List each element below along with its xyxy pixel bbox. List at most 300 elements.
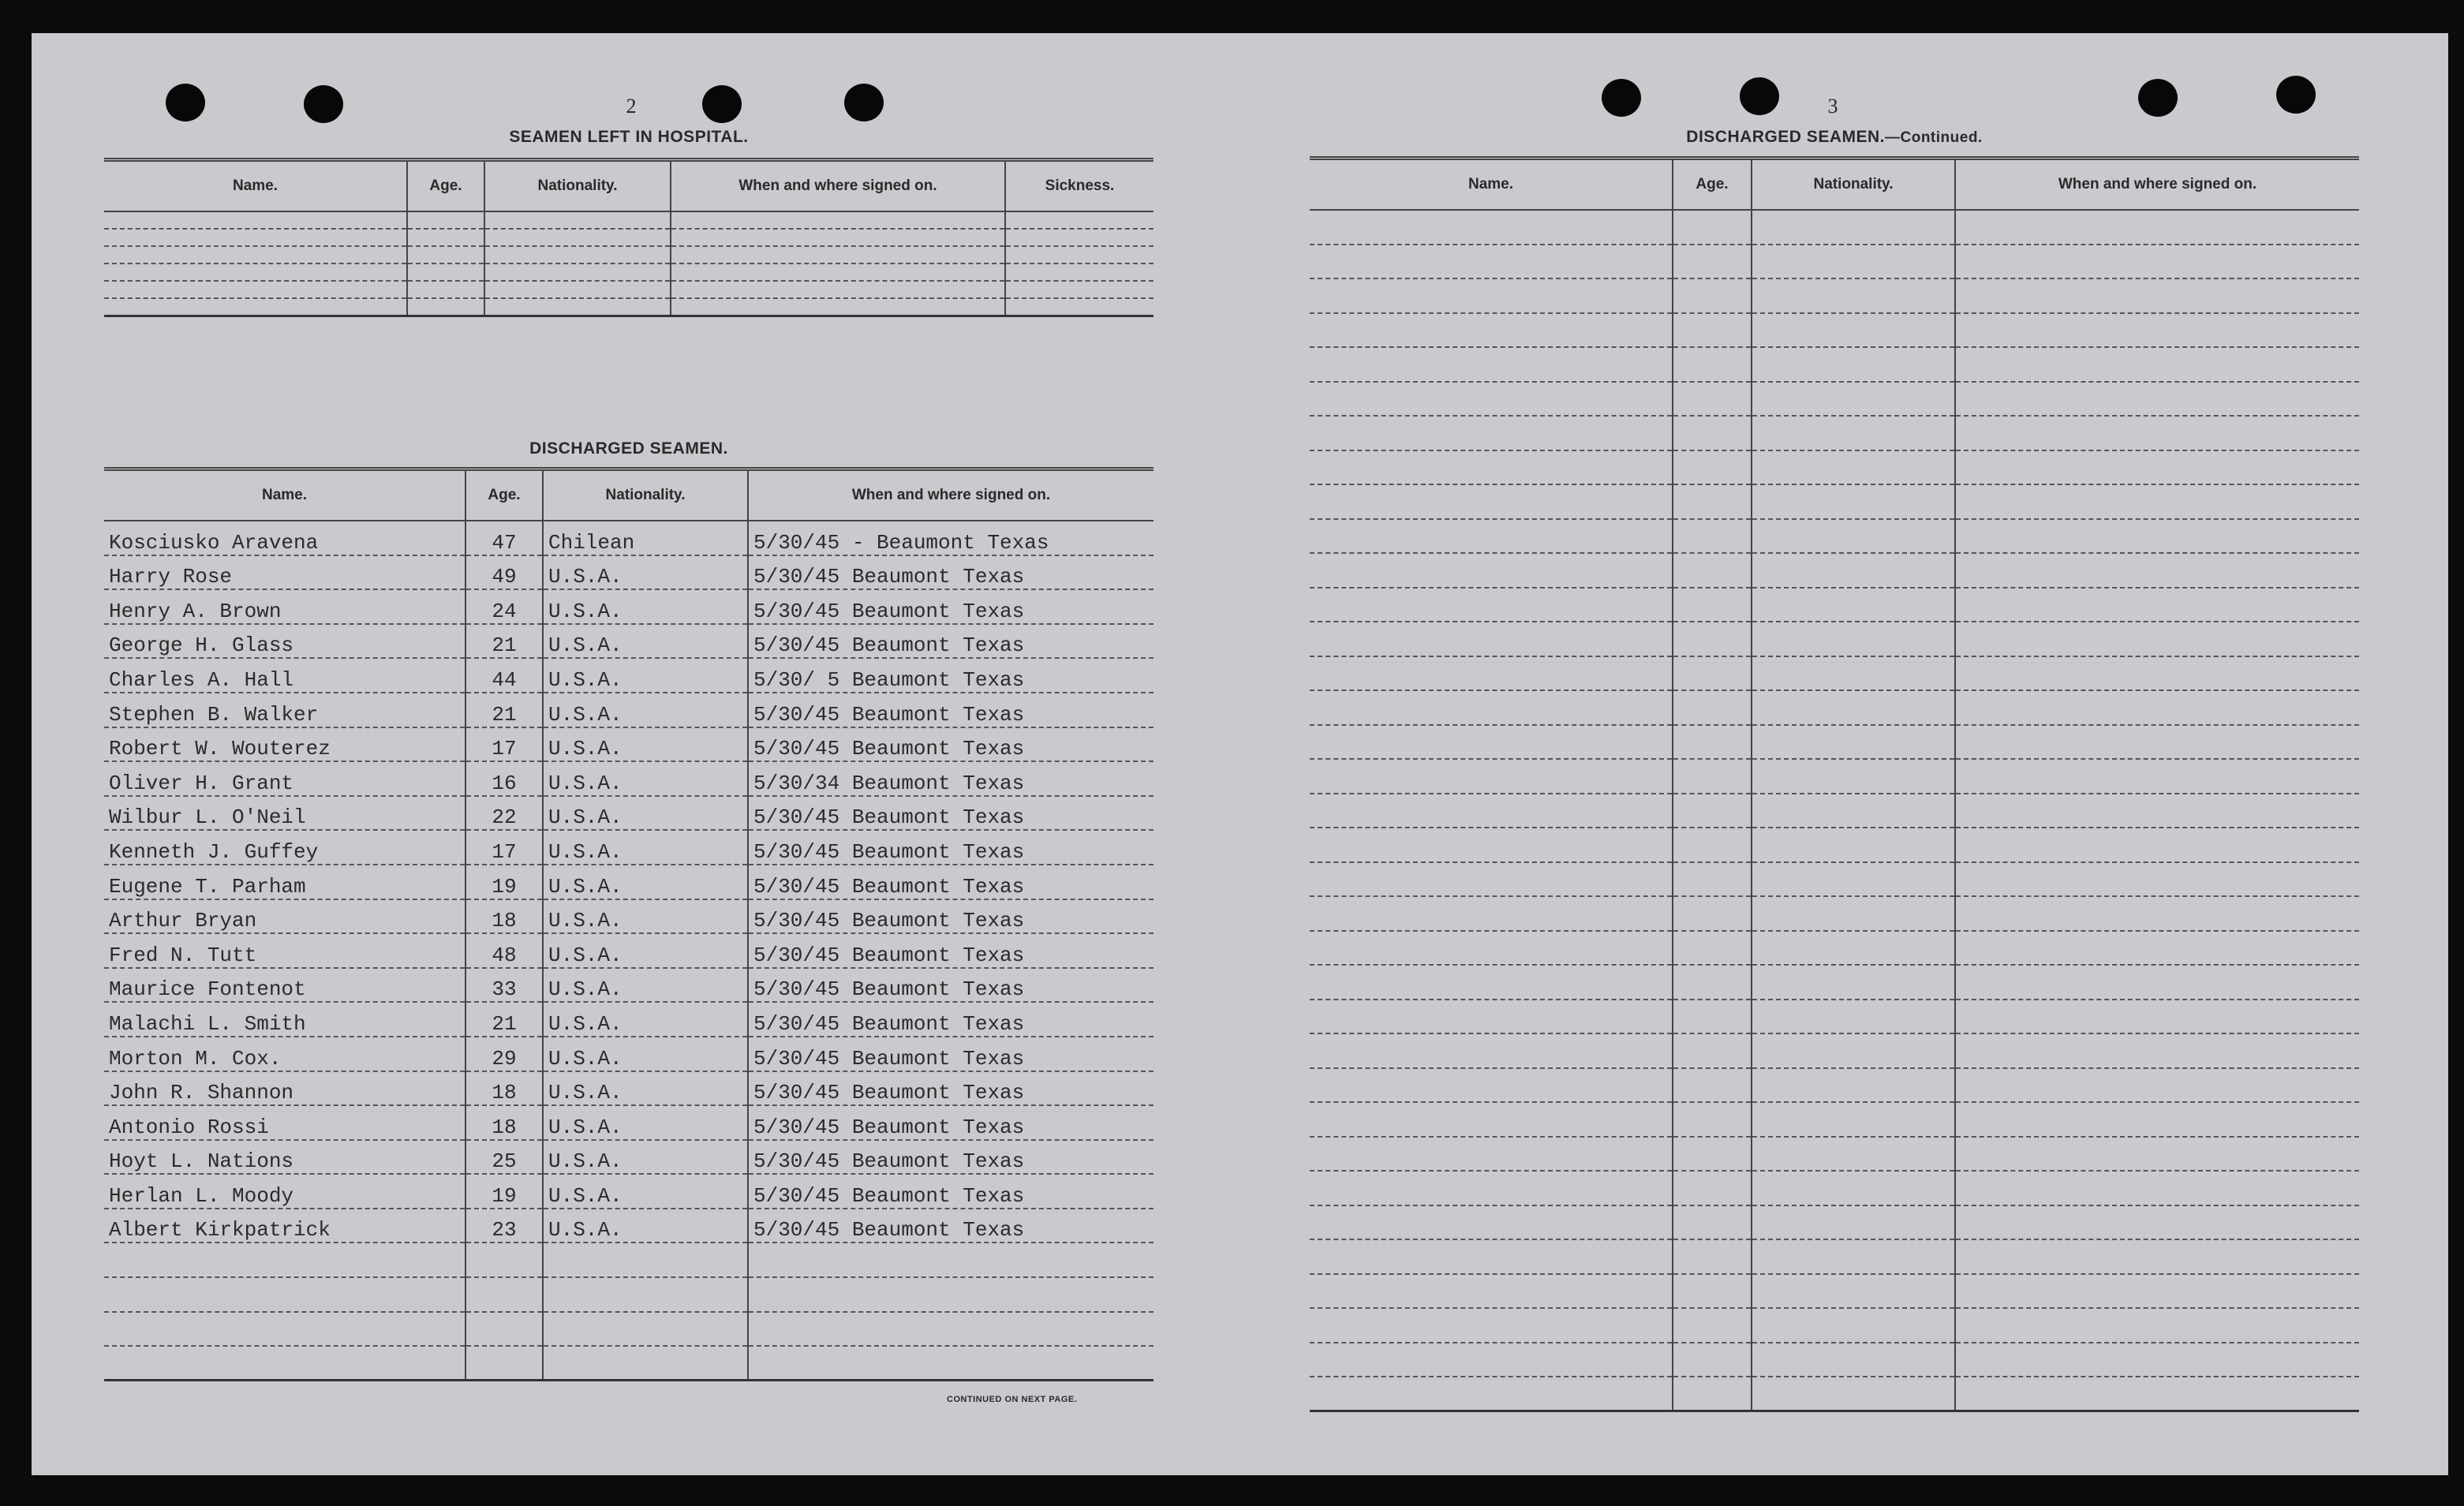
- punch-hole: [844, 84, 884, 121]
- hospital-section-title: SEAMEN LEFT IN HOSPITAL.: [509, 128, 749, 146]
- cell-when-where: [1955, 1137, 2359, 1172]
- cell-when-where: [1955, 313, 2359, 348]
- table-row: [1310, 1308, 2359, 1343]
- cell-nationality: [1752, 965, 1955, 1000]
- table-row: [1310, 450, 2359, 485]
- cell-age: [1673, 1068, 1752, 1103]
- cell-nationality: [543, 1346, 748, 1381]
- table-row: [1310, 210, 2359, 245]
- cell-name: [1310, 382, 1673, 417]
- cell-name: [104, 1243, 466, 1277]
- cell-when-where: 5/30/45 Beaumont Texas: [748, 933, 1153, 968]
- cell-age: [1673, 1377, 1752, 1411]
- table-row: [1310, 794, 2359, 828]
- title-main: DISCHARGED SEAMEN.: [1686, 128, 1885, 146]
- cell-name: [1310, 450, 1673, 485]
- cell-age: [1673, 416, 1752, 450]
- cell-name: [1310, 725, 1673, 760]
- cell-age: 18: [466, 1071, 543, 1106]
- table-row: [104, 1312, 1153, 1347]
- header-when-where: When and where signed on.: [671, 160, 1005, 212]
- cell-when-where: [1955, 1033, 2359, 1068]
- cell-age: 21: [466, 693, 543, 727]
- cell-nationality: [1752, 1000, 1955, 1034]
- discharged-continued-table: [1310, 156, 2359, 1412]
- cell-name: [1310, 1068, 1673, 1103]
- cell-when-where: 5/30/45 Beaumont Texas: [748, 555, 1153, 590]
- cell-name: [1310, 278, 1673, 313]
- table-row: [1310, 313, 2359, 348]
- table-row: [1310, 965, 2359, 1000]
- cell-age: 44: [466, 658, 543, 693]
- cell-when-where: 5/30/45 Beaumont Texas: [748, 968, 1153, 1003]
- header-age: Age.: [1673, 159, 1752, 211]
- cell-when-where: [1955, 1377, 2359, 1411]
- cell-nationality: [1752, 245, 1955, 279]
- cell-nationality: [1752, 1171, 1955, 1205]
- document-sheet: [32, 33, 2448, 1475]
- cell-nationality: [1752, 794, 1955, 828]
- cell-when-where: [748, 1346, 1153, 1381]
- table-row: [1310, 862, 2359, 897]
- cell-when-where: [1955, 622, 2359, 656]
- cell-name: [1310, 794, 1673, 828]
- cell-name: [104, 298, 407, 316]
- cell-name: [1310, 519, 1673, 554]
- cell-when-where: [1955, 1000, 2359, 1034]
- cell-name: [1310, 484, 1673, 519]
- cell-nationality: [1752, 1343, 1955, 1377]
- cell-when-where: 5/30/45 Beaumont Texas: [748, 1105, 1153, 1140]
- cell-name: Albert Kirkpatrick: [104, 1209, 466, 1243]
- table-row: [104, 298, 1153, 316]
- cell-age: [466, 1277, 543, 1312]
- cell-when-where: [1955, 794, 2359, 828]
- table-row: [1310, 931, 2359, 966]
- cell-when-where: [1955, 347, 2359, 382]
- cell-nationality: U.S.A.: [543, 1105, 748, 1140]
- table-row: [1310, 1377, 2359, 1411]
- table-row: [104, 281, 1153, 298]
- cell-age: 23: [466, 1209, 543, 1243]
- cell-when-where: [1955, 1102, 2359, 1137]
- cell-age: 19: [466, 865, 543, 899]
- cell-name: [104, 246, 407, 263]
- cell-age: 24: [466, 589, 543, 624]
- header-name: Name.: [1310, 159, 1673, 211]
- cell-name: [1310, 1102, 1673, 1137]
- cell-name: John R. Shannon: [104, 1071, 466, 1106]
- cell-when-where: [1955, 450, 2359, 485]
- cell-nationality: [1752, 210, 1955, 245]
- table-row: [104, 761, 1153, 796]
- cell-age: [1673, 1239, 1752, 1274]
- cell-nationality: U.S.A.: [543, 865, 748, 899]
- cell-when-where: 5/30/45 Beaumont Texas: [748, 1002, 1153, 1037]
- cell-sickness: [1005, 298, 1153, 316]
- cell-age: [1673, 450, 1752, 485]
- cell-name: Robert W. Wouterez: [104, 727, 466, 762]
- cell-nationality: [1752, 1274, 1955, 1309]
- cell-nationality: [1752, 862, 1955, 897]
- cell-when-where: 5/30/45 - Beaumont Texas: [748, 521, 1153, 555]
- cell-when-where: 5/30/45 Beaumont Texas: [748, 1209, 1153, 1243]
- table-row: [104, 1002, 1153, 1037]
- table-row: [1310, 1239, 2359, 1274]
- discharged-section-title: DISCHARGED SEAMEN.: [529, 439, 728, 458]
- cell-when-where: [748, 1243, 1153, 1277]
- cell-age: [1673, 828, 1752, 862]
- cell-when-where: 5/30/45 Beaumont Texas: [748, 727, 1153, 762]
- cell-name: [104, 211, 407, 229]
- table-row: [1310, 759, 2359, 794]
- cell-name: Morton M. Cox.: [104, 1037, 466, 1071]
- cell-nationality: [1752, 484, 1955, 519]
- header-name: Name.: [104, 160, 407, 212]
- table-row: [104, 246, 1153, 263]
- table-row: [1310, 1274, 2359, 1309]
- header-name: Name.: [104, 469, 466, 521]
- cell-name: Wilbur L. O'Neil: [104, 796, 466, 831]
- cell-age: [1673, 382, 1752, 417]
- cell-when-where: 5/30/45 Beaumont Texas: [748, 865, 1153, 899]
- cell-when-where: [1955, 725, 2359, 760]
- header-nationality: Nationality.: [543, 469, 748, 521]
- cell-sickness: [1005, 211, 1153, 229]
- table-row: [104, 1209, 1153, 1243]
- cell-age: [1673, 1205, 1752, 1240]
- cell-age: [1673, 1000, 1752, 1034]
- header-age: Age.: [407, 160, 484, 212]
- cell-when-where: [1955, 519, 2359, 554]
- cell-nationality: U.S.A.: [543, 624, 748, 659]
- cell-when-where: [1955, 278, 2359, 313]
- cell-name: [104, 281, 407, 298]
- hospital-table: [104, 158, 1153, 317]
- cell-nationality: [484, 246, 671, 263]
- cell-name: [1310, 1239, 1673, 1274]
- cell-age: [1673, 1137, 1752, 1172]
- table-row: [104, 555, 1153, 590]
- cell-nationality: [1752, 450, 1955, 485]
- cell-age: [1673, 519, 1752, 554]
- cell-name: [104, 1312, 466, 1347]
- cell-when-where: 5/30/45 Beaumont Texas: [748, 693, 1153, 727]
- header-sickness: Sickness.: [1005, 160, 1153, 212]
- cell-when-where: [1955, 862, 2359, 897]
- cell-nationality: U.S.A.: [543, 761, 748, 796]
- cell-age: [1673, 896, 1752, 931]
- table-row: [1310, 622, 2359, 656]
- cell-when-where: [1955, 1239, 2359, 1274]
- cell-nationality: [1752, 347, 1955, 382]
- header-nationality: Nationality.: [1752, 159, 1955, 211]
- cell-age: [1673, 690, 1752, 725]
- cell-nationality: U.S.A.: [543, 968, 748, 1003]
- table-row: [1310, 245, 2359, 279]
- cell-age: [1673, 931, 1752, 966]
- table-row: [1310, 553, 2359, 588]
- cell-when-where: [1955, 1274, 2359, 1309]
- cell-age: 48: [466, 933, 543, 968]
- cell-when-where: 5/30/45 Beaumont Texas: [748, 589, 1153, 624]
- table-row: [1310, 588, 2359, 622]
- cell-nationality: U.S.A.: [543, 727, 748, 762]
- cell-when-where: 5/30/45 Beaumont Texas: [748, 1071, 1153, 1106]
- cell-nationality: [1752, 1102, 1955, 1137]
- cell-name: Antonio Rossi: [104, 1105, 466, 1140]
- cell-nationality: [1752, 278, 1955, 313]
- table-row: [104, 968, 1153, 1003]
- cell-nationality: U.S.A.: [543, 933, 748, 968]
- cell-age: [407, 229, 484, 246]
- table-row: [1310, 416, 2359, 450]
- cell-when-where: [671, 246, 1005, 263]
- cell-name: [1310, 588, 1673, 622]
- table-row: [1310, 278, 2359, 313]
- table-row: [104, 1071, 1153, 1106]
- punch-hole: [166, 84, 205, 121]
- cell-nationality: [484, 281, 671, 298]
- cell-when-where: 5/30/45 Beaumont Texas: [748, 796, 1153, 831]
- cell-when-where: [1955, 1205, 2359, 1240]
- cell-age: [1673, 1102, 1752, 1137]
- cell-nationality: [484, 298, 671, 316]
- cell-age: [1673, 1343, 1752, 1377]
- cell-when-where: [671, 281, 1005, 298]
- table-row: [104, 211, 1153, 229]
- table-row: [1310, 1000, 2359, 1034]
- cell-name: [1310, 313, 1673, 348]
- cell-name: Malachi L. Smith: [104, 1002, 466, 1037]
- table-row: [1310, 1033, 2359, 1068]
- cell-age: 19: [466, 1174, 543, 1209]
- cell-name: Harry Rose: [104, 555, 466, 590]
- cell-age: [1673, 347, 1752, 382]
- table-row: [104, 624, 1153, 659]
- table-row: [1310, 828, 2359, 862]
- cell-nationality: [1752, 1205, 1955, 1240]
- table-row: [104, 933, 1153, 968]
- cell-name: [1310, 210, 1673, 245]
- header-age: Age.: [466, 469, 543, 521]
- page-number-right: 3: [1827, 95, 1838, 118]
- cell-nationality: [543, 1243, 748, 1277]
- cell-age: 17: [466, 727, 543, 762]
- cell-age: 29: [466, 1037, 543, 1071]
- cell-sickness: [1005, 281, 1153, 298]
- table-row: [104, 1105, 1153, 1140]
- table-row: [1310, 382, 2359, 417]
- cell-name: [1310, 896, 1673, 931]
- cell-nationality: [484, 263, 671, 281]
- cell-sickness: [1005, 263, 1153, 281]
- cell-age: [1673, 862, 1752, 897]
- punch-hole: [2138, 79, 2178, 117]
- cell-nationality: U.S.A.: [543, 589, 748, 624]
- table-row: [1310, 519, 2359, 554]
- cell-when-where: [1955, 553, 2359, 588]
- table-row: [104, 1037, 1153, 1071]
- table-row: [1310, 484, 2359, 519]
- cell-nationality: [1752, 759, 1955, 794]
- cell-name: [1310, 1377, 1673, 1411]
- cell-nationality: [484, 229, 671, 246]
- cell-name: [104, 229, 407, 246]
- cell-age: [1673, 553, 1752, 588]
- cell-age: [407, 298, 484, 316]
- cell-age: [1673, 210, 1752, 245]
- cell-age: 21: [466, 1002, 543, 1037]
- cell-when-where: [748, 1312, 1153, 1347]
- cell-when-where: [1955, 690, 2359, 725]
- cell-when-where: [1955, 656, 2359, 691]
- cell-sickness: [1005, 246, 1153, 263]
- cell-name: Stephen B. Walker: [104, 693, 466, 727]
- table-row: [104, 693, 1153, 727]
- cell-nationality: U.S.A.: [543, 1037, 748, 1071]
- cell-nationality: Chilean: [543, 521, 748, 555]
- cell-name: [1310, 690, 1673, 725]
- cell-age: [407, 263, 484, 281]
- cell-sickness: [1005, 229, 1153, 246]
- cell-when-where: [1955, 965, 2359, 1000]
- cell-when-where: 5/30/45 Beaumont Texas: [748, 1037, 1153, 1071]
- table-row: [104, 1346, 1153, 1381]
- cell-age: 18: [466, 1105, 543, 1140]
- cell-nationality: [1752, 588, 1955, 622]
- cell-name: [1310, 1343, 1673, 1377]
- title-continued: —Continued.: [1885, 129, 1983, 146]
- cell-name: [1310, 862, 1673, 897]
- table-row: [104, 1277, 1153, 1312]
- cell-when-where: [1955, 828, 2359, 862]
- header-nationality: Nationality.: [484, 160, 671, 212]
- cell-when-where: [748, 1277, 1153, 1312]
- cell-when-where: 5/30/45 Beaumont Texas: [748, 1140, 1153, 1175]
- cell-age: [1673, 759, 1752, 794]
- cell-name: Eugene T. Parham: [104, 865, 466, 899]
- cell-age: 16: [466, 761, 543, 796]
- cell-nationality: [1752, 690, 1955, 725]
- cell-name: [1310, 347, 1673, 382]
- table-row: [1310, 656, 2359, 691]
- cell-when-where: [1955, 382, 2359, 417]
- cell-nationality: [1752, 416, 1955, 450]
- table-row: [104, 796, 1153, 831]
- cell-nationality: [1752, 828, 1955, 862]
- table-row: [1310, 347, 2359, 382]
- cell-nationality: [543, 1312, 748, 1347]
- table-row: [104, 521, 1153, 555]
- cell-when-where: [671, 211, 1005, 229]
- cell-age: 18: [466, 899, 543, 934]
- header-when-where: When and where signed on.: [1955, 159, 2359, 211]
- cell-name: Herlan L. Moody: [104, 1174, 466, 1209]
- cell-nationality: U.S.A.: [543, 1140, 748, 1175]
- cell-when-where: 5/30/45 Beaumont Texas: [748, 899, 1153, 934]
- cell-nationality: [1752, 382, 1955, 417]
- cell-when-where: [1955, 245, 2359, 279]
- cell-nationality: U.S.A.: [543, 1071, 748, 1106]
- cell-age: [466, 1312, 543, 1347]
- cell-when-where: [1955, 416, 2359, 450]
- cell-name: George H. Glass: [104, 624, 466, 659]
- cell-age: [407, 246, 484, 263]
- cell-when-where: [671, 298, 1005, 316]
- table-row: [1310, 1068, 2359, 1103]
- cell-when-where: [1955, 896, 2359, 931]
- cell-nationality: [1752, 725, 1955, 760]
- cell-age: [1673, 656, 1752, 691]
- cell-when-where: 5/30/45 Beaumont Texas: [748, 624, 1153, 659]
- table-row: [1310, 896, 2359, 931]
- cell-name: [1310, 1274, 1673, 1309]
- cell-when-where: 5/30/ 5 Beaumont Texas: [748, 658, 1153, 693]
- cell-name: [1310, 622, 1673, 656]
- cell-age: [1673, 484, 1752, 519]
- cell-name: [104, 1277, 466, 1312]
- cell-nationality: [1752, 1137, 1955, 1172]
- cell-nationality: [1752, 896, 1955, 931]
- cell-name: [1310, 1171, 1673, 1205]
- punch-hole: [304, 85, 343, 123]
- cell-when-where: [1955, 1068, 2359, 1103]
- cell-when-where: [1955, 931, 2359, 966]
- cell-age: [1673, 245, 1752, 279]
- cell-name: [1310, 245, 1673, 279]
- continued-footer: CONTINUED ON NEXT PAGE.: [947, 1395, 1078, 1404]
- cell-name: Hoyt L. Nations: [104, 1140, 466, 1175]
- cell-name: Maurice Fontenot: [104, 968, 466, 1003]
- cell-age: 21: [466, 624, 543, 659]
- cell-age: [1673, 313, 1752, 348]
- cell-when-where: [1955, 484, 2359, 519]
- cell-name: Fred N. Tutt: [104, 933, 466, 968]
- cell-name: Kosciusko Aravena: [104, 521, 466, 555]
- cell-when-where: [671, 229, 1005, 246]
- cell-nationality: [543, 1277, 748, 1312]
- cell-age: [1673, 794, 1752, 828]
- cell-when-where: 5/30/34 Beaumont Texas: [748, 761, 1153, 796]
- cell-age: [1673, 588, 1752, 622]
- cell-age: [1673, 622, 1752, 656]
- cell-nationality: [1752, 1308, 1955, 1343]
- table-row: [1310, 1171, 2359, 1205]
- table-row: [104, 1243, 1153, 1277]
- cell-nationality: U.S.A.: [543, 899, 748, 934]
- cell-when-where: [1955, 759, 2359, 794]
- table-row: [104, 1174, 1153, 1209]
- cell-nationality: U.S.A.: [543, 830, 748, 865]
- table-row: [1310, 725, 2359, 760]
- table-row: [104, 727, 1153, 762]
- cell-nationality: U.S.A.: [543, 693, 748, 727]
- cell-name: [1310, 1033, 1673, 1068]
- cell-nationality: U.S.A.: [543, 555, 748, 590]
- cell-name: Oliver H. Grant: [104, 761, 466, 796]
- cell-name: Kenneth J. Guffey: [104, 830, 466, 865]
- cell-age: 25: [466, 1140, 543, 1175]
- page-number-left: 2: [626, 95, 637, 118]
- cell-age: [1673, 1171, 1752, 1205]
- cell-age: 33: [466, 968, 543, 1003]
- cell-nationality: U.S.A.: [543, 796, 748, 831]
- cell-nationality: [1752, 656, 1955, 691]
- cell-nationality: [1752, 553, 1955, 588]
- cell-name: [1310, 828, 1673, 862]
- punch-hole: [702, 85, 742, 123]
